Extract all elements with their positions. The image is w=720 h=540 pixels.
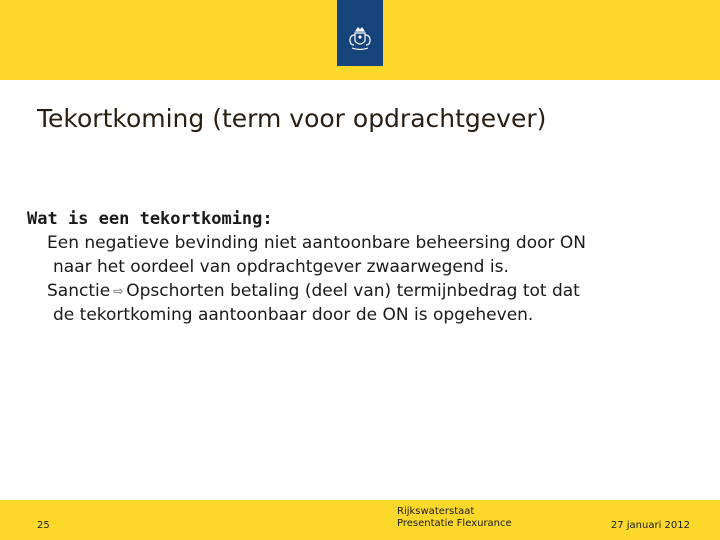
slide-body bbox=[27, 207, 707, 327]
sanction-label: Sanctie bbox=[47, 281, 111, 301]
slide-title: Tekortkoming (term voor opdrachtgever) bbox=[37, 104, 547, 133]
definition-paragraph bbox=[27, 231, 707, 279]
coat-of-arms-icon bbox=[345, 26, 375, 52]
page-number: 25 bbox=[37, 520, 50, 531]
footer-info bbox=[397, 506, 512, 530]
header-band bbox=[0, 0, 720, 80]
footer-presentation: Presentatie Flexurance bbox=[397, 518, 512, 529]
government-logo bbox=[337, 0, 383, 66]
sanction-line-2: de tekortkoming aantoonbaar door de ON is opgeheven. bbox=[53, 305, 534, 325]
sanction-line-1: Opschorten betaling (deel van) termijnbedrag tot dat bbox=[126, 281, 580, 301]
footer-organisation: Rijkswaterstaat bbox=[397, 506, 475, 517]
definition-line-2: naar het oordeel van opdrachtgever zwaarwegend is. bbox=[53, 257, 509, 277]
definition-line-1: Een negatieve bevinding niet aantoonbare beheersing door ON bbox=[47, 233, 587, 253]
sanction-paragraph bbox=[27, 279, 707, 327]
footer-date: 27 januari 2012 bbox=[610, 520, 690, 531]
body-heading: Wat is een tekortkoming: bbox=[27, 209, 273, 229]
arrow-right-icon: ⇨ bbox=[113, 284, 124, 298]
